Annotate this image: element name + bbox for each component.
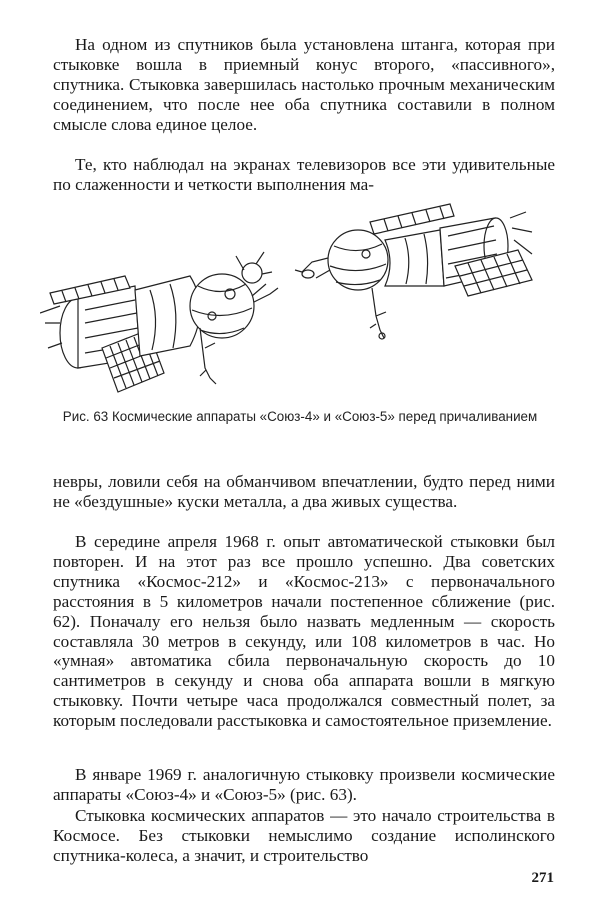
soyuz-4-drawing [40,252,278,392]
paragraph-4: В середине апреля 1968 г. опыт автоматической стыковки был повторен. И на этот раз все прошло успешно. Два советских спутника «Космос-212» и «Космос-213» с первоначального расстояния в 5 километров начали постепенное сближение (рис. 62). Поначалу его нельзя было назвать медленным — скорость составляла 30 метров в секунду, или 108 километров в час. Но «умная» автоматика сбила первоначальную скорость до 10 сантиметров в секунду и снова оба аппарата вошли в мягкую стыковку. Почти четыре часа продолжался совместный полет, за которым последовали расстыковка и самостоятельное приземление. [53,532,555,731]
figure-caption: Рис. 63 Космические аппараты «Союз-4» и «Союз-5» перед причаливанием [62,409,538,424]
soyuz-docking-illustration [40,198,570,403]
paragraph-1: На одном из спутников была установлена штанга, которая при стыковке вошла в приемный конус второго, «пассивного», спутника. Стыковка завершилась настолько прочным механическим соединением, что после нее оба спутника составили в полном смысле слова единое целое. [53,35,555,134]
paragraph-6: Стыковка космических аппаратов — это начало строительства в Космосе. Без стыковки немыслимо создание исполинского спутника-колеса, а значит, и строительство [53,806,555,865]
soyuz-5-drawing [295,204,532,339]
page-number: 271 [531,870,554,886]
paragraph-5: В январе 1969 г. аналогичную стыковку произвели космические аппараты «Союз-4» и «Союз-5» (рис. 63). [53,765,555,804]
paragraph-3: невры, ловили себя на обманчивом впечатлении, будто перед ними не «бездушные» куски металла, а два живых существа. [53,472,555,511]
paragraph-2: Те, кто наблюдал на экранах телевизоров все эти удивительные по слаженности и четкости выполнения ма- [53,155,555,194]
